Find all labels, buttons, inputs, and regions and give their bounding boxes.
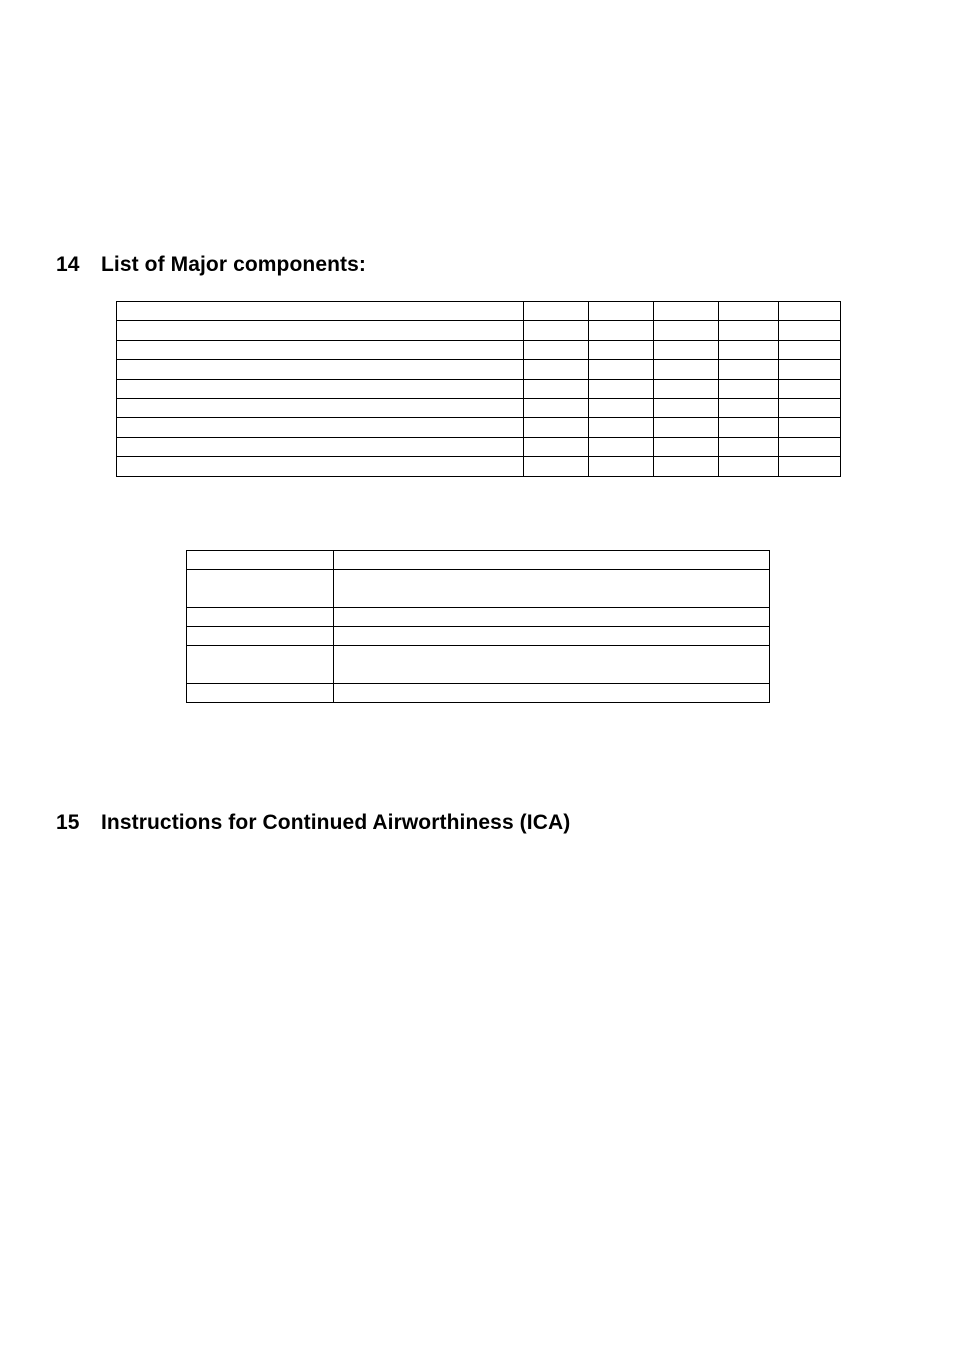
table-cell	[334, 684, 770, 703]
table-cell	[589, 379, 654, 398]
table-row	[117, 398, 841, 417]
table-cell	[719, 437, 779, 456]
table-cell	[187, 570, 334, 608]
table-cell	[117, 398, 524, 417]
table-cell	[589, 321, 654, 340]
table-cell	[524, 379, 589, 398]
table-cell	[779, 302, 841, 321]
section-heading-15	[56, 810, 570, 836]
table-cell	[334, 646, 770, 684]
table-cell	[719, 360, 779, 379]
table-cell	[719, 302, 779, 321]
table-cell	[117, 321, 524, 340]
table-row	[117, 340, 841, 359]
table-cell	[117, 360, 524, 379]
table-cell	[589, 302, 654, 321]
section-number: 14	[56, 253, 80, 276]
table-row	[187, 608, 770, 627]
table-cell	[779, 457, 841, 476]
table-row	[117, 379, 841, 398]
table-cell	[654, 379, 719, 398]
table-cell	[524, 340, 589, 359]
table-cell	[524, 302, 589, 321]
table-cell	[589, 398, 654, 417]
section-title: Instructions for Continued Airworthiness (ICA)	[101, 811, 571, 834]
table-cell	[654, 302, 719, 321]
table-cell	[654, 360, 719, 379]
major-components-table	[116, 301, 841, 477]
table-cell	[117, 457, 524, 476]
table-cell	[654, 437, 719, 456]
table-row	[117, 418, 841, 437]
component-details-table	[186, 550, 770, 703]
table-cell	[187, 627, 334, 646]
table-cell	[779, 340, 841, 359]
table-cell	[654, 340, 719, 359]
table-cell	[187, 684, 334, 703]
table-cell	[654, 398, 719, 417]
table-cell	[719, 398, 779, 417]
section-title: List of Major components:	[101, 253, 366, 276]
section-number: 15	[56, 811, 80, 834]
table-cell	[117, 418, 524, 437]
table-cell	[334, 608, 770, 627]
table-row	[117, 321, 841, 340]
table-row	[117, 302, 841, 321]
table-cell	[779, 398, 841, 417]
table-cell	[524, 418, 589, 437]
table-cell	[779, 360, 841, 379]
table-row	[117, 457, 841, 476]
table-row	[117, 360, 841, 379]
table-row	[187, 570, 770, 608]
table-cell	[334, 570, 770, 608]
table-cell	[589, 457, 654, 476]
table-cell	[654, 321, 719, 340]
table-cell	[589, 437, 654, 456]
table-cell	[334, 627, 770, 646]
table-cell	[187, 608, 334, 627]
table-cell	[719, 379, 779, 398]
table-cell	[654, 418, 719, 437]
table-cell	[589, 340, 654, 359]
table-cell	[334, 551, 770, 570]
table-cell	[117, 302, 524, 321]
table-cell	[719, 321, 779, 340]
table-cell	[779, 321, 841, 340]
table-cell	[719, 457, 779, 476]
table-cell	[117, 340, 524, 359]
table-row	[187, 646, 770, 684]
table-cell	[654, 457, 719, 476]
table-cell	[589, 360, 654, 379]
table-cell	[524, 457, 589, 476]
table-row	[117, 437, 841, 456]
table-cell	[117, 437, 524, 456]
table-cell	[719, 418, 779, 437]
table-cell	[524, 321, 589, 340]
table-cell	[589, 418, 654, 437]
table-cell	[524, 437, 589, 456]
table-cell	[779, 418, 841, 437]
section-heading-14	[56, 252, 366, 278]
table-cell	[524, 360, 589, 379]
table-cell	[779, 379, 841, 398]
table-cell	[719, 340, 779, 359]
table-cell	[779, 437, 841, 456]
table-row	[187, 684, 770, 703]
table-cell	[117, 379, 524, 398]
table-row	[187, 551, 770, 570]
table-row	[187, 627, 770, 646]
table-cell	[187, 646, 334, 684]
table-cell	[187, 551, 334, 570]
table-cell	[524, 398, 589, 417]
